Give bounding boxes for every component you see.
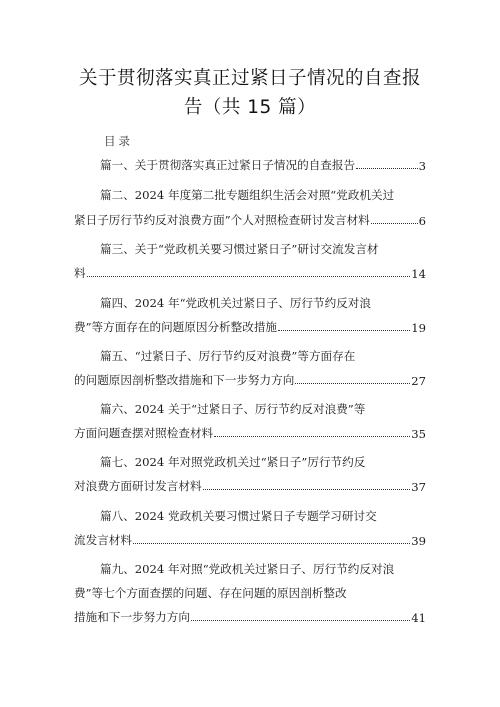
toc-entry-7-line-1[interactable]	[100, 452, 426, 470]
toc-entry-3-line-1[interactable]	[100, 239, 426, 257]
toc-entry-text: 对浪费方面研讨发言材料	[74, 479, 202, 493]
leader-dots	[356, 168, 418, 169]
toc-entry-5-line-1[interactable]	[100, 346, 426, 364]
leader-dots	[278, 330, 410, 331]
leader-dots	[191, 620, 410, 621]
toc-page-number: 14	[411, 267, 426, 281]
leader-dots	[295, 383, 410, 384]
toc-entry-text: 的问题原因剖析整改措施和下一步努力方向	[74, 373, 295, 387]
toc-heading: 目录	[104, 134, 133, 148]
toc-page-number: 35	[411, 427, 426, 441]
leader-dots	[214, 436, 410, 437]
toc-entry-6-line-2[interactable]	[74, 423, 426, 441]
toc-entry-8-line-1[interactable]	[100, 506, 426, 524]
toc-entry-text: 篇二、2024 年度第二批专题组织生活会对照“党政机关过	[100, 188, 395, 202]
toc-entry-text: 篇七、2024 年对照党政机关过“紧日子”厉行节约反	[100, 455, 366, 469]
leader-dots	[203, 489, 411, 490]
toc-entry-text: 篇八、2024 党政机关要习惯过紧日子专题学习研讨交	[100, 509, 377, 523]
toc-entry-5-line-2[interactable]	[74, 370, 426, 388]
toc-entry-text: 紧日子厉行节约反对浪费方面”个人对照检查研讨发言材料	[74, 213, 370, 227]
toc-entry-4-line-1[interactable]	[100, 293, 426, 311]
toc-page-number: 6	[418, 214, 426, 228]
toc-entry-text: 篇三、关于“党政机关要习惯过紧日子”研讨交流发言材	[100, 242, 379, 256]
toc-page-number: 3	[418, 159, 426, 173]
title-line-1: 关于贯彻落实真正过紧日子情况的自查报	[78, 68, 421, 89]
leader-dots	[371, 223, 418, 224]
toc-entry-text: 篇四、2024 年“党政机关过紧日子、厉行节约反对浪	[100, 296, 371, 310]
toc-entry-text: 流发言材料	[74, 533, 132, 547]
toc-entry-4-line-2[interactable]	[74, 317, 426, 335]
toc-entry-9-line-2[interactable]	[74, 583, 426, 601]
toc-entry-text: 费”等方面存在的问题原因分析整改措施	[74, 320, 278, 334]
leader-dots	[133, 543, 410, 544]
toc-page-number: 37	[411, 480, 426, 494]
toc-entry-text: 费”等七个方面查摆的问题、存在问题的原因剖析整改	[74, 586, 347, 600]
toc-entry-2-line-1[interactable]	[100, 185, 426, 203]
toc-entry-text: 篇九、2024 年对照“党政机关过紧日子、厉行节约反对浪	[100, 562, 395, 576]
document-title	[40, 64, 460, 122]
toc-entry-3-line-2[interactable]	[74, 263, 426, 281]
toc-page-number: 19	[411, 321, 426, 335]
toc-entry-9-line-3[interactable]	[74, 607, 426, 625]
toc-entry-text: 方面问题查摆对照检查材料	[74, 426, 214, 440]
toc-entry-7-line-2[interactable]	[74, 476, 426, 494]
title-line-2: 告（共 15 篇）	[183, 97, 317, 118]
toc-entry-text: 篇一、关于贯彻落实真正过紧日子情况的自查报告	[100, 158, 356, 172]
leader-dots	[87, 276, 411, 277]
toc-entry-2-line-2[interactable]	[74, 210, 426, 228]
toc-entry-9-line-1[interactable]	[100, 559, 426, 577]
toc-entry-1[interactable]	[100, 155, 426, 173]
toc-entry-6-line-1[interactable]	[100, 399, 426, 417]
toc-entry-text: 料	[74, 266, 86, 280]
toc-page-number: 41	[411, 611, 426, 625]
toc-entry-text: 措施和下一步努力方向	[74, 610, 190, 624]
toc-entry-8-line-2[interactable]	[74, 530, 426, 548]
toc-page-number: 39	[411, 534, 426, 548]
toc-page-number: 27	[411, 374, 426, 388]
toc-entry-text: 篇六、2024 关于“过紧日子、厉行节约反对浪费”等	[100, 402, 366, 416]
toc-entry-text: 篇五、“过紧日子、厉行节约反对浪费”等方面存在	[100, 349, 356, 363]
